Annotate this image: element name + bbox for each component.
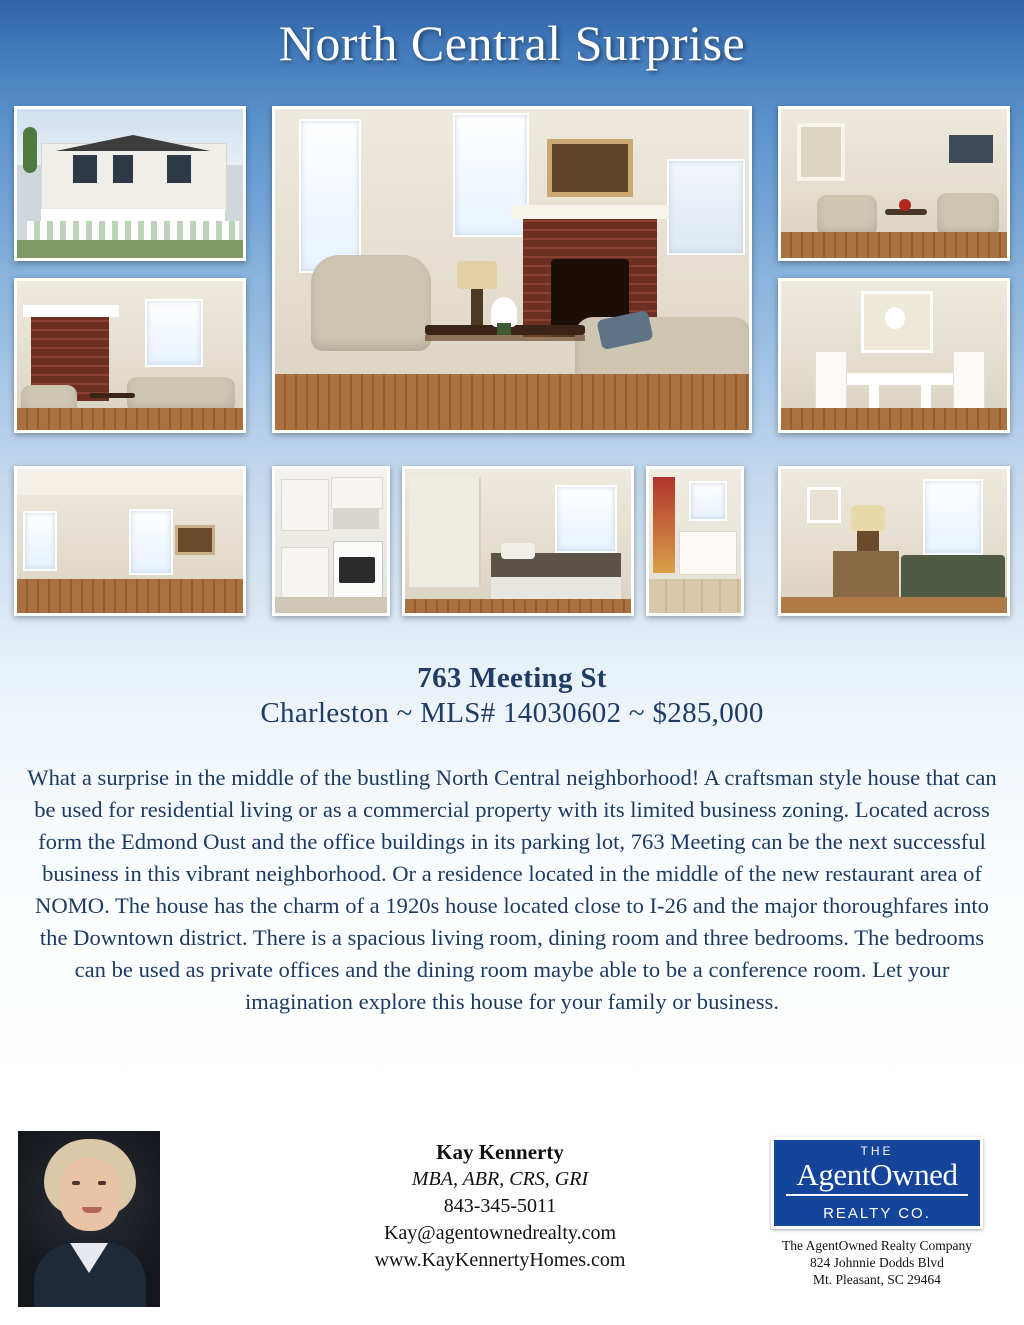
photo-sitting-area [778,106,1010,261]
photo-dining-room [778,278,1010,433]
agent-avatar [18,1131,160,1307]
logo-divider [786,1194,968,1196]
listing-city-mls-price: Charleston ~ MLS# 14030602 ~ $285,000 [260,697,764,729]
agent-credentials: MBA, ABR, CRS, GRI [411,1168,589,1190]
brokerage-branding [766,1137,988,1288]
agent-phone[interactable]: 843-345-5011 [443,1195,557,1217]
photo-exterior-front [14,106,246,261]
photo-living-room-large [272,106,752,433]
listing-street-address: 763 Meeting St [417,662,607,694]
photo-bathroom [646,466,744,616]
logo-the-text: THE [860,1144,894,1158]
brokerage-address [766,1237,988,1288]
flyer-header [0,0,1024,86]
logo-name-text: AgentOwned [796,1157,958,1192]
agent-email[interactable]: Kay@agentownedrealty.com [383,1222,617,1244]
photo-kitchen [272,466,390,616]
agent-name: Kay Kennerty [436,1140,564,1164]
brokerage-street: 824 Johnnie Dodds Blvd [810,1255,944,1270]
brokerage-company-name: The AgentOwned Realty Company [781,1238,973,1253]
photo-bedroom-two [778,466,1010,616]
flyer-footer [0,1125,1024,1325]
listing-address-block [0,662,1024,730]
photo-fireplace-room [14,278,246,433]
photo-bedroom-one [402,466,634,616]
logo-realty-co-text: REALTY CO. [823,1205,931,1222]
page-title: North Central Surprise [278,15,746,71]
listing-description: What a surprise in the middle of the bustling North Central neighborhood! A craftsman style house that can be used for residential living or as a commercial property with its limited business zoning. Located across form the Edmond Oust and the office buildings in its parking lot, 763 Meeting can be the next successful business in this vibrant neighborhood. Or a residence located in the middle of the new restaurant area of NOMO. The house has the charm of a 1920s house located close to I-26 and the major thoroughfares into the Downtown district. There is a spacious living room, dining room and three bedrooms. The bedrooms can be used as private offices and the dining room maybe able to be a conference room. Let your imagination explore this house for your family or business. [27,765,997,1014]
agentowned-logo [771,1137,983,1229]
agent-contact-info [300,1139,700,1274]
photo-empty-room [14,466,246,616]
agent-website[interactable]: www.KayKennertyHomes.com [374,1249,626,1271]
brokerage-city-state-zip: Mt. Pleasant, SC 29464 [813,1272,941,1287]
photo-gallery [14,96,1010,636]
